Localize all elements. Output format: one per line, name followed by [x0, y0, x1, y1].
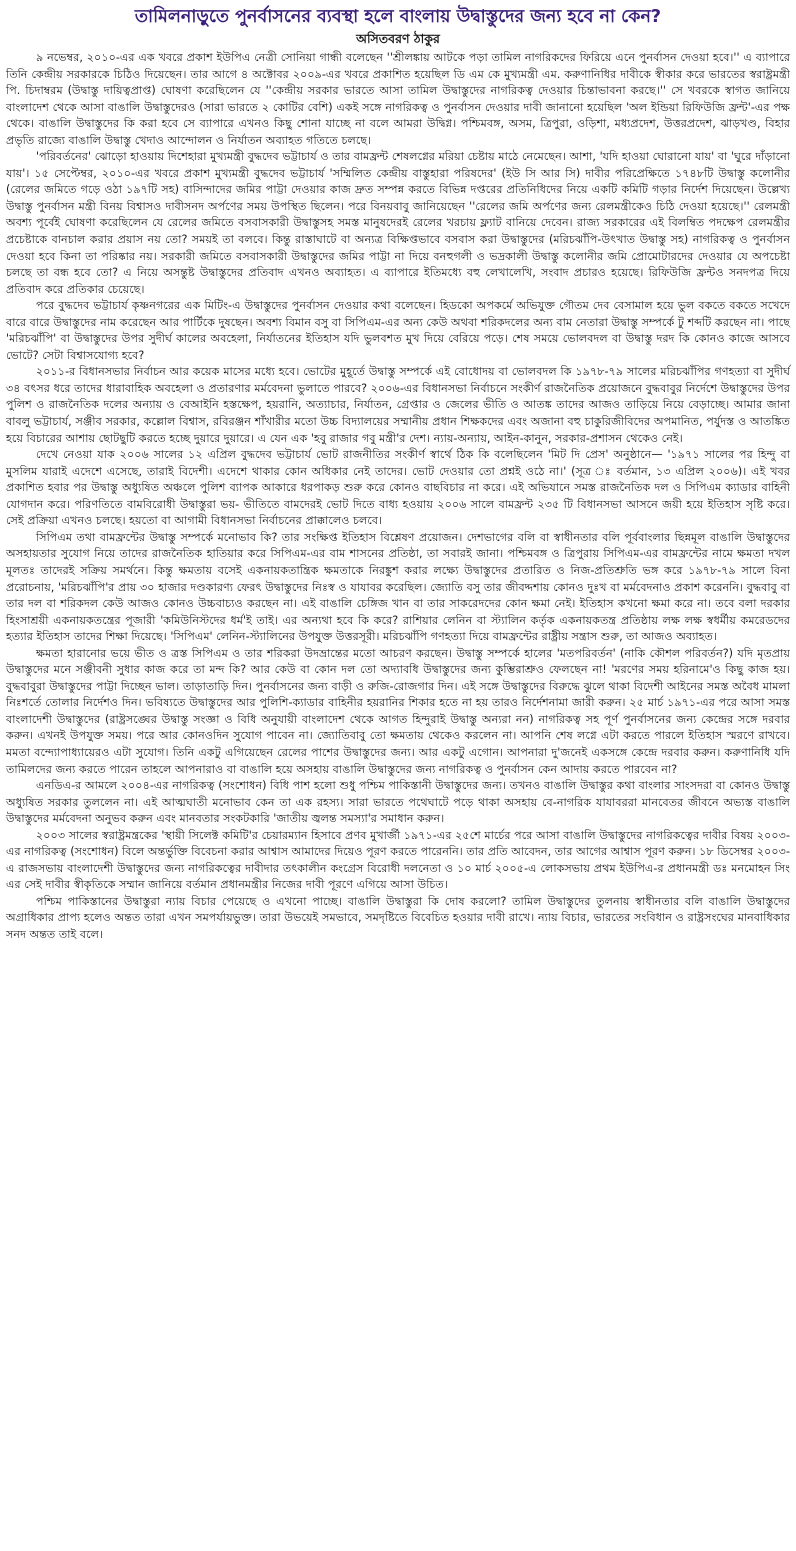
- article-paragraph: 'পরিবর্তনের' ঝোড়ো হাওয়ায় দিশেহারা মুখ্যমন্ত্রী বুদ্ধদেব ভট্টাচার্য ও তার বামফ্রন্ট শেষলগ্নের মরিয়া চেষ্টায় মাঠে নেমেছেন। আশা, 'যদি হাওয়া ঘোরানো যায়' বা 'ঘুরে দাঁড়ানো যায়'। ১৫ সেপ্টেম্বর, ২০১০-এর খবরে প্রকাশ মুখ্যমন্ত্রী বুদ্ধদেব ভট্টাচার্য 'সম্মিলিত কেন্দ্রীয় বাস্তুহারা পরিষদের' (ইউ সি আর সি) দাবীর পরিপ্রেক্ষিতে ১৭৪৮টি উদ্বাস্তু কলোনীর (রেলের জমিতে গড়ে ওঠা ১৯৭টি সহ) বাসিন্দাদের জমির পাট্টা দেওয়ার কাজ দ্রুত সম্পন্ন করতে বিভিন্ন দপ্তরের প্রতিনিধিদের নিয়ে একটি কমিটি গড়ার নির্দেশ দিয়েছেন। উল্লেখ্য উদ্বাস্তু পুনর্বাসন মন্ত্রী বিনয় বিশ্বাসও দাবীসনদ অর্পণের সময় উপস্থিত ছিলেন। পরে বিনয়বাবু জানিয়েছেন ''রেলের জমি অর্পণের জন্য রেলমন্ত্রীকেও চিঠি দেওয়া হয়েছে।'' রেলমন্ত্রী অবশ্য পূর্বেই ঘোষণা করেছিলেন যে রেলের জমিতে বসবাসকারী উদ্বাস্তুসহ সমস্ত মানুষদেরই রেলের খরচায় ফ্ল্যাট বানিয়ে দেবেন। রাজ্য সরকারের এই বিলম্বিত পদক্ষেপ রেলমন্ত্রীর প্রচেষ্টাকে বানচাল করার প্রয়াস নয় তো? সময়ই তা বলবে। কিন্তু রাস্তাঘাটে বা অন্যত্র বিক্ষিপ্তভাবে বসবাস করা উদ্বাস্তুদের (মরিচঝাঁপি-উৎখাত উদ্বাস্তু সহ) নাগরিকত্ব ও পুনর্বাসন দেওয়া হবে কিনা তা পরিষ্কার নয়। সরকারী জমিতে বসবাসকারী উদ্বাস্তুদের জমির পাট্টা না দিয়ে বনহুগলী ও ভদ্রকালী উদ্বাস্তু কলোনীর জমি প্রোমোটারদের দেওয়ার যে অপচেষ্টা চলছে তা বন্ধ হবে তো? এ নিয়ে অসন্তুষ্ট উদ্বাস্তুদের প্রতিবাদ এখনও অব্যাহত। এ ব্যাপারে ইতিমধ্যে বহু লেখালেখি, সংবাদ প্রচারও হয়েছে। রিফিউজি ফ্রন্টও সনদপত্র দিয়ে প্রতিবাদ করে প্রতিকার চেয়েছে।: [6, 150, 790, 296]
- article-paragraph: ২০০৩ সালের স্বরাষ্ট্রমন্ত্রকের 'স্থায়ী সিলেক্ট কমিটি'র চেয়ারম্যান হিসাবে প্রণব মুখার্জী ১৯৭১-এর ২৫শে মার্চের পরে আসা বাঙালি উদ্বাস্তুদের নাগরিকত্বের দাবীর বিষয় ২০০৩-এর নাগরিকত্ব (সংশোধন) বিলে অন্তর্ভুক্তি বিবেচনা করার আশ্বাস আমাদের দিয়েও পূরণ করতে পারেননি। তার প্রতি আবেদন, তার আগের আশ্বাস পূরণ করুন। ১৮ ডিসেম্বর ২০০৩-এ রাজসভায় বাংলাদেশী উদ্বাস্তুদের জন্য নাগরিকত্বের দাবীদার তৎকালীন কংগ্রেস বিরোধী দলনেতা ও ১০ মার্চ ২০০৫-এ লোকসভায় প্রথম ইউপিএ-র প্রধানমন্ত্রী ডঃ মনমোহন সিং এর সেই দাবীর স্বীকৃতিকে সম্মান জানিয়ে বর্তমান প্রধানমন্ত্রীর নিজের দাবী পূরণে এগিয়ে আসা উচিত।: [6, 828, 790, 892]
- article-paragraph: সিপিএম তথা বামফ্রন্টের উদ্বাস্তু সম্পর্কে মনোভাব কি? তার সংক্ষিপ্ত ইতিহাস বিশ্লেষণ প্রয়োজন। দেশভাগের বলি বা স্বাধীনতার বলি পূর্ববাংলার ছিন্নমূল বাঙালি উদ্বাস্তুদের অসহায়তার সুযোগ নিয়ে তাদের রাজনৈতিক হাতিয়ার করে সিপিএম-এর বাম শাসনের প্রতিষ্ঠা, তা সবারই জানা। পশ্চিমবঙ্গ ও ত্রিপুরায় সিপিএম-এর বামফ্রন্টের নামে ক্ষমতা দখল মূলতঃ তাদেরই সক্রিয় সমর্থনে। কিন্তু ক্ষমতায় বসেই একনায়কতান্ত্রিক ক্ষমতাকে নিরঙ্কুশ করার লক্ষ্যে উদ্বাস্তুদের প্রতারিত ও নিজ-প্রতিশ্রুতি ভঙ্গ করে ১৯৭৮-৭৯ সালে বিনা প্ররোচনায়, 'মরিচঝাঁপি'র প্রায় ৩০ হাজার দণ্ডকারণ্য ফেরৎ উদ্বাস্তুদের নিঃস্ব ও যাযাবর করেছিল। জ্যোতি বসু তার জীবদ্দশায় কোনও দুঃখ বা মর্মবেদনাও প্রকাশ করেননি। বুদ্ধবাবু বা তার দল বা শরিকদল কেউ আজও কোনও উচ্চবাচ্যও করছেন না। এই বাঙালি চেঙ্গিজ খান বা তার সাকরেদদের কোন ক্ষমা নেই। ইতিহাস কখনো ক্ষমা করে না। তবে বলা দরকার হিংসাশ্রয়ী একনায়কতন্ত্রের পূজারী 'কমিউনিস্টদের ধর্ম'ই তাই। এর অন্যথা হবে কি করে? রাশিয়ার লেনিন বা স্ট্যালিন কর্তৃক একনায়কতন্ত্র প্রতিষ্ঠায় লক্ষ লক্ষ স্বধর্মীয় কমরেডদের হত্যার ইতিহাস তাদের শিক্ষা দিয়েছে। 'সিপিএম' লেনিন-স্ট্যালিনের উপযুক্ত উত্তরসূরী। মরিচঝাঁপি গণহত্যা দিয়ে বামফ্রন্টের রাষ্ট্রীয় সন্ত্রাস শুরু, তা আজও অব্যাহত।: [6, 530, 790, 644]
- article-paragraph: দেখে নেওয়া যাক ২০০৬ সালের ১২ এপ্রিল বুদ্ধদেব ভট্টাচার্য ভোট রাজনীতির সংকীর্ণ স্বার্থে ঠিক কি বলেছিলেন 'মিট দি প্রেস' অনুষ্ঠানে— '১৯৭১ সালের পর হিন্দু বা মুসলিম যারাই এদেশে এসেছে, তারাই বিদেশী। এদেশে থাকার কোন অধিকার নেই তাদের। ভোট দেওয়ার তো প্রশ্নই ওঠে না।' (সূত্র ঃ বর্তমান, ১৩ এপ্রিল ২০০৬)। এই খবর প্রকাশিত হবার পর উদ্বাস্তু অধ্যুষিত অঞ্চলে পুলিশ ব্যাপক আকারে ধরপাকড় শুরু করে কোনও বাছবিচার না করে। এই অভিযানে সমস্ত রাজনৈতিক দল ও সিপিএম ক্যাডার বাহিনী যোগদান করে। পরিণতিতে বামবিরোধী উদ্বাস্তুরা ভয়- ভীতিতে বামদেরই ভোট দিতে বাধ্য হওয়ায় ২০০৬ সালে বামফ্রন্ট ২৩৫ টি বিধানসভা আসনে জয়ী হয়ে ইতিহাস সৃষ্টি করে। সেই প্রক্রিয়া এখনও চলছে। হয়তো বা আগামী বিধানসভা নির্বাচনের প্রাক্কালেও চলবে।: [6, 448, 790, 528]
- article-paragraph: ৯ নভেম্বর, ২০১০-এর এক খবরে প্রকাশ ইউপিএ নেত্রী সোনিয়া গান্ধী বলেছেন ''শ্রীলঙ্কায় আটকে পড়া তামিল নাগরিকদের ফিরিয়ে এনে পুনর্বাসন দেওয়া হবে।'' এ ব্যাপারে তিনি কেন্দ্রীয় সরকারকে চিঠিও দিয়েছেন। তার আগে ৪ অক্টোবর ২০০৯-এর খবরে প্রকাশিত হয়েছিল ডি এম কে মুখ্যমন্ত্রী এম. করুণানিধির দাবীকে স্বীকার করে ভারতের স্বরাষ্ট্রমন্ত্রী পি. চিদাম্বরম (উদ্বাস্তু দায়িত্বপ্রাপ্ত) ঘোষণা করেছিলেন যে ''কেন্দ্রীয় সরকার ভারতে আসা তামিল উদ্বাস্তুদের নাগরিকত্ব দেওয়ার চিন্তাভাবনা করছে।'' সে খবরকে স্বাগত জানিয়ে বাংলাদেশ থেকে আসা বাঙালি উদ্বাস্তুদেরও (সারা ভারতে ২ কোটির বেশি) একই সঙ্গে নাগরিকত্ব ও পুনর্বাসন দেওয়ার দাবী জানানো হয়েছিল 'অল ইন্ডিয়া রিফিউজি ফ্রন্ট'-এর পক্ষ থেকে। বাঙালি উদ্বাস্তুদের কি করা হবে সে ব্যাপারে এখনও কিছু শোনা যাচ্ছে না বলে আমরা উদ্বিগ্ন। পশ্চিমবঙ্গ, অসম, ত্রিপুরা, ওড়িশা, মধ্যপ্রদেশ, উত্তরপ্রদেশ, ঝাড়খণ্ড, বিহার প্রভৃতি রাজ্যে বাঙালি উদ্বাস্তু খেদাও আন্দোলন ও নির্যাতন অব্যাহত গতিতে চলছে।: [6, 51, 790, 147]
- article-author: অসিতবরণ ঠাকুর: [356, 31, 440, 46]
- article-paragraph: পরে বুদ্ধদেব ভট্টাচার্য কৃষ্ণনগরের এক মিটিং-এ উদ্বাস্তুদের পুনর্বাসন দেওয়ার কথা বলেছেন। হিডকো অপকর্মে অভিযুক্ত গৌতম দেব বেসামাল হয়ে ভুল বকতে বকতে সখেদে বারে বারে উদ্বাস্তুদের নাম করেছেন আর পার্টিকে দুষছেন। অবশ্য বিমান বসু বা সিপিএম-এর অন্য কেউ অথবা শরিকদলের অন্য বাম নেতারা উদ্বাস্তু সম্পর্কে টু শব্দটি করছেন না। পাছে 'মরিচঝাঁপি' বা উদ্বাস্তুদের উপর সুদীর্ঘ কালের অবহেলা, নির্যাতনের ইতিহাস যদি ভুলবশত মুখ দিয়ে বেরিয়ে পড়ে। শেষ সময়ে ভোলবদল বা উদ্বাস্তু দরদ কি কোনও কাজে আসবে ভোটে? সেটা বিশ্বাসযোগ্য হবে?: [6, 299, 790, 362]
- article-paragraph: পশ্চিম পাকিস্তানের উদ্বাস্তুরা ন্যায় বিচার পেয়েছে ও এখনো পাচ্ছে। বাঙালি উদ্বাস্তুরা কি দোষ করলো? তামিল উদ্বাস্তুদের তুলনায় স্বাধীনতার বলি বাঙালি উদ্বাস্তুদের অগ্রাধিকার প্রাপ্য হলেও অন্তত তারা এখন সমপর্যায়ভুক্ত। তারা উভয়েই সমভাবে, সমদৃষ্টিতে বিবেচিত হওয়ার দাবী রাখে। ন্যায় বিচার, ভারতের সংবিধান ও রাষ্ট্রসংঘের মানবাধিকার সনদ অন্তত তাই বলে।: [6, 894, 790, 941]
- article-body: [6, 50, 790, 944]
- article-title: তামিলনাড়ুতে পুনর্বাসনের ব্যবস্থা হলে বাংলায় উদ্বাস্তুদের জন্য হবে না কেন?: [134, 7, 662, 27]
- article-paragraph: ২০১১-র বিধানসভার নির্বাচন আর কয়েক মাসের মধ্যে হবে। ভোটের মুহূর্তে উদ্বাস্তু সম্পর্কে এই বোধোদয় বা ভোলবদল কি ১৯৭৮-৭৯ সালের মরিচঝাঁপির গণহত্যা বা সুদীর্ঘ ৩৪ বৎসর ধরে তাদের ধারাবাহিক অবহেলা ও প্রতারণার মর্মবেদনা ভুলাতে পারবে? ২০০৬-এর বিধানসভা নির্বাচনে সংকীর্ণ রাজনৈতিক প্রয়োজনে বুদ্ধবাবুর নির্দেশে উদ্বাস্তুদের উপর পুলিশ ও রাজনৈতিক দলের অন্যায় ও বেআইনি হস্তক্ষেপ, হয়রানি, অত্যাচার, নির্যাতন, গ্রেপ্তার ও জেলের ভীতি ও আতঙ্ক তাদের আজও তাড়িয়ে নিয়ে বেড়াচ্ছে। আমার জানা বাবলু ভট্টাচার্য, সঞ্জীব সরকার, কল্লোল বিশ্বাস, রবিরঞ্জন শাঁখারীর মতো উচ্চ বিদ্যালয়ের সম্মানীয় প্রধান শিক্ষকদের এবং অজানা বহু চাকুরিজীবিদের অপমানিত, পর্যুদস্ত ও আতঙ্কিত হয়ে বিচারের আশায় ছোটছুটি করতে হচ্ছে দুয়ারে দুয়ারে। এ যেন এক 'হবু রাজার গবু মন্ত্রী'র দেশ। ন্যায়-অন্যায়, আইন-কানুন, সরকার-প্রশাসন থেকেও নেই।: [6, 365, 790, 445]
- article-paragraph: ক্ষমতা হারানোর ভয়ে ভীত ও ত্রস্ত সিপিএম ও তার শরিকরা উদভ্রান্তের মতো আচরণ করছেন। উদ্বাস্তু সম্পর্কে হালের 'মতপরিবর্তন' (নাকি কৌশল পরিবর্তন?) যদি মৃতপ্রায় উদ্বাস্তুদের মনে সঞ্জীবনী সুধার কাজ করে তা মন্দ কি? আর কেউ বা কোন দল তো অদ্যাবধি উদ্বাস্তুদের জন্য কুম্ভিরাশ্রুও ফেলছেন না! 'মরণের সময় হরিনামে'ও কিছু কাজ হয়। বুদ্ধবাবুরা উদ্বাস্তুদের পাট্টা দিচ্ছেন ভাল। তাড়াতাড়ি দিন। পুনর্বাসনের জন্য বাড়ী ও রুজি-রোজগার দিন। এই সঙ্গে উদ্বাস্তুদের বিরুদ্ধে ঝুলে থাকা বিদেশী আইনের সমস্ত অবৈধ মামলা নিঃশর্তে তোলার নির্দেশও দিন। ভবিষ্যতে উদ্বাস্তুদের আর পুলিশি-ক্যাডার বাহিনীর হয়রানির শিকার হতে না হয় তারও নির্দেশনামা জারী করুন। ২৫ মার্চ ১৯৭১-এর পরে আসা সমস্ত বাংলাদেশী উদ্বাস্তুদের (রাষ্ট্রসঙ্ঘের উদ্বাস্তু সংজ্ঞা ও বিধি অনুযায়ী বাংলাদেশ থেকে আগত হিন্দুরাই উদ্বাস্তু অন্যরা নন) নাগরিকত্ব সহ পূর্ণ পুনর্বাসনের জন্য কেন্দ্রের সঙ্গে দরবার করুন। এখনই উপযুক্ত সময়। পরে আর কোনওদিন সুযোগ পাবেন না। জ্যোতিবাবু তো ক্ষমতায় থেকেও করলেন না। আপনি শেষ লগ্নে এটা করতে পারলে ইতিহাস স্মরণে রাখবে। মমতা বন্দ্যোপাধ্যায়েরও এটা সুযোগ। তিনি একটু এগিয়েছেন রেলের পাশের উদ্বাস্তুদের জন্য। আর একটু এগোন। আপনারা দু'জনেই একসঙ্গে কেন্দ্রে দরবার করুন। করুণানিধি যদি তামিলদের জন্য করতে পারেন তাহলে আপনারাও বা বাঙালি হয়ে অসহায় বাঙালি উদ্বাস্তুদের জন্য নাগরিকত্ব ও পুনর্বাসন কেন আদায় করতে পারবেন না?: [6, 646, 790, 776]
- article-paragraph: এনডিএ-র আমলে ২০০৪-এর নাগরিকত্ব (সংশোধন) বিধি পাশ হলো শুধু পশ্চিম পাকিস্তানী উদ্বাস্তুদের জন্য। তখনও বাঙালি উদ্বাস্তুর কথা বাংলার সাংসদরা বা কোনও উদ্বাস্তু অধ্যুষিত সরকার তুললেন না। এই আত্মঘাতী মনোভাব কেন তা এক রহস্য। সারা ভারতে পথেঘাটে পড়ে থাকা অসহায় বে-নাগরিক যাযাবররা মানবেতর জীবনে অভ্যস্ত বাঙালি উদ্বাস্তুদের মর্মবেদনা অনুভব করুন এবং মানবতার সংকটকারি 'জাতীয় জ্বলন্ত সমস্যা'র সমাধান করুন।: [6, 779, 790, 826]
